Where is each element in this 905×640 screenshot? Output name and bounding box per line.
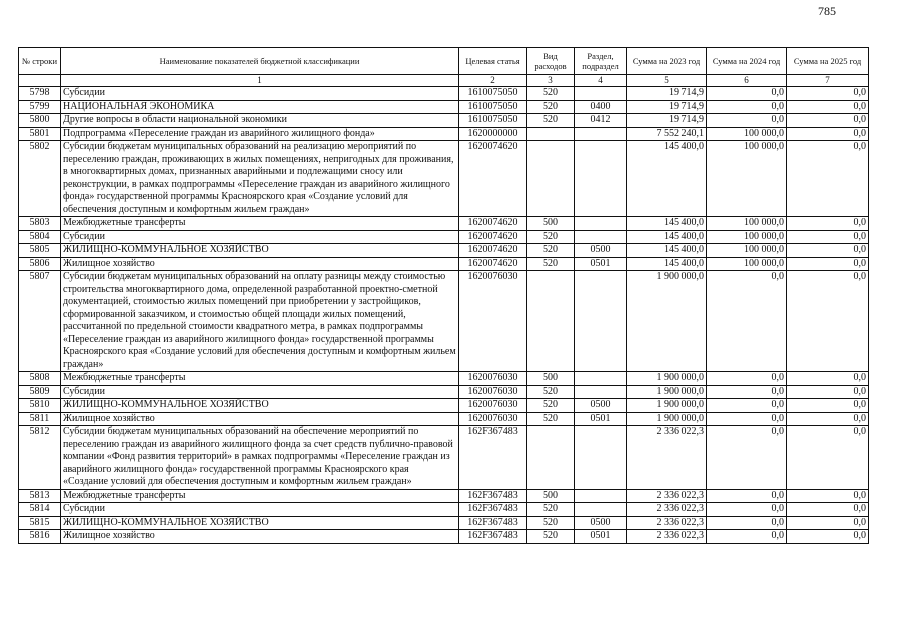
sum-2024-cell: 100 000,0 <box>707 230 787 244</box>
target-article-cell: 162F367483 <box>459 426 527 490</box>
expense-kind-cell: 520 <box>527 412 575 426</box>
sum-2024-cell: 100 000,0 <box>707 244 787 258</box>
row-number-cell: 5808 <box>19 372 61 386</box>
sum-2025-cell: 0,0 <box>787 127 869 141</box>
expense-kind-cell <box>527 426 575 490</box>
header-indicator-name: Наименование показателей бюджетной классификации <box>61 48 459 75</box>
sum-2025-cell: 0,0 <box>787 257 869 271</box>
sum-2025-cell: 0,0 <box>787 114 869 128</box>
expense-kind-cell <box>527 271 575 372</box>
column-number <box>19 75 61 87</box>
row-number-cell: 5816 <box>19 530 61 544</box>
sum-2023-cell: 19 714,9 <box>627 100 707 114</box>
expense-kind-cell <box>527 127 575 141</box>
target-article-cell: 1620074620 <box>459 244 527 258</box>
target-article-cell: 1620074620 <box>459 230 527 244</box>
sum-2024-cell: 0,0 <box>707 489 787 503</box>
sum-2024-cell: 0,0 <box>707 399 787 413</box>
indicator-name-cell: Межбюджетные трансферты <box>61 217 459 231</box>
column-number-row <box>19 75 869 87</box>
sum-2023-cell: 19 714,9 <box>627 87 707 101</box>
sum-2023-cell: 1 900 000,0 <box>627 271 707 372</box>
column-number: 6 <box>707 75 787 87</box>
target-article-cell: 162F367483 <box>459 516 527 530</box>
row-number-cell: 5802 <box>19 141 61 217</box>
section-cell: 0500 <box>575 244 627 258</box>
table-row <box>19 87 869 101</box>
table-row <box>19 412 869 426</box>
row-number-cell: 5813 <box>19 489 61 503</box>
row-number-cell: 5807 <box>19 271 61 372</box>
target-article-cell: 162F367483 <box>459 489 527 503</box>
row-number-cell: 5803 <box>19 217 61 231</box>
target-article-cell: 1610075050 <box>459 100 527 114</box>
sum-2024-cell: 0,0 <box>707 114 787 128</box>
table-row <box>19 127 869 141</box>
table-row <box>19 426 869 490</box>
indicator-name-cell: Межбюджетные трансферты <box>61 372 459 386</box>
header-section: Раздел, подраздел <box>575 48 627 75</box>
sum-2024-cell: 100 000,0 <box>707 257 787 271</box>
sum-2025-cell: 0,0 <box>787 271 869 372</box>
row-number-cell: 5814 <box>19 503 61 517</box>
expense-kind-cell <box>527 141 575 217</box>
sum-2023-cell: 145 400,0 <box>627 217 707 231</box>
section-cell: 0500 <box>575 516 627 530</box>
sum-2024-cell: 0,0 <box>707 426 787 490</box>
sum-2025-cell: 0,0 <box>787 141 869 217</box>
section-cell: 0501 <box>575 412 627 426</box>
expense-kind-cell: 520 <box>527 399 575 413</box>
expense-kind-cell: 520 <box>527 230 575 244</box>
expense-kind-cell: 520 <box>527 87 575 101</box>
section-cell <box>575 230 627 244</box>
table-row <box>19 230 869 244</box>
sum-2023-cell: 7 552 240,1 <box>627 127 707 141</box>
sum-2025-cell: 0,0 <box>787 503 869 517</box>
row-number-cell: 5801 <box>19 127 61 141</box>
target-article-cell: 1620076030 <box>459 399 527 413</box>
indicator-name-cell: Подпрограмма «Переселение граждан из аварийного жилищного фонда» <box>61 127 459 141</box>
header-row-number: № строки <box>19 48 61 75</box>
row-number-cell: 5809 <box>19 385 61 399</box>
sum-2024-cell: 100 000,0 <box>707 141 787 217</box>
table-row <box>19 141 869 217</box>
target-article-cell: 162F367483 <box>459 530 527 544</box>
column-number: 1 <box>61 75 459 87</box>
sum-2025-cell: 0,0 <box>787 530 869 544</box>
indicator-name-cell: Жилищное хозяйство <box>61 412 459 426</box>
sum-2025-cell: 0,0 <box>787 399 869 413</box>
column-number: 7 <box>787 75 869 87</box>
indicator-name-cell: Межбюджетные трансферты <box>61 489 459 503</box>
target-article-cell: 1620076030 <box>459 372 527 386</box>
section-cell: 0412 <box>575 114 627 128</box>
sum-2023-cell: 2 336 022,3 <box>627 503 707 517</box>
expense-kind-cell: 520 <box>527 503 575 517</box>
section-cell <box>575 141 627 217</box>
sum-2024-cell: 0,0 <box>707 412 787 426</box>
row-number-cell: 5800 <box>19 114 61 128</box>
sum-2023-cell: 19 714,9 <box>627 114 707 128</box>
sum-2025-cell: 0,0 <box>787 489 869 503</box>
sum-2024-cell: 0,0 <box>707 100 787 114</box>
sum-2024-cell: 100 000,0 <box>707 217 787 231</box>
header-sum-2025: Сумма на 2025 год <box>787 48 869 75</box>
sum-2023-cell: 1 900 000,0 <box>627 412 707 426</box>
sum-2024-cell: 0,0 <box>707 503 787 517</box>
page-number: 785 <box>818 4 836 18</box>
column-number: 3 <box>527 75 575 87</box>
sum-2023-cell: 2 336 022,3 <box>627 530 707 544</box>
table-body <box>19 87 869 544</box>
table-row <box>19 217 869 231</box>
sum-2024-cell: 0,0 <box>707 271 787 372</box>
row-number-cell: 5798 <box>19 87 61 101</box>
target-article-cell: 162F367483 <box>459 503 527 517</box>
expense-kind-cell: 520 <box>527 114 575 128</box>
row-number-cell: 5799 <box>19 100 61 114</box>
target-article-cell: 1620076030 <box>459 385 527 399</box>
target-article-cell: 1620076030 <box>459 271 527 372</box>
indicator-name-cell: Субсидии <box>61 230 459 244</box>
target-article-cell: 1620074620 <box>459 141 527 217</box>
sum-2025-cell: 0,0 <box>787 87 869 101</box>
indicator-name-cell: Другие вопросы в области национальной экономики <box>61 114 459 128</box>
section-cell: 0400 <box>575 100 627 114</box>
indicator-name-cell: Субсидии <box>61 503 459 517</box>
section-cell: 0501 <box>575 530 627 544</box>
column-number: 2 <box>459 75 527 87</box>
section-cell: 0500 <box>575 399 627 413</box>
expense-kind-cell: 520 <box>527 530 575 544</box>
sum-2025-cell: 0,0 <box>787 100 869 114</box>
section-cell <box>575 127 627 141</box>
table-row <box>19 516 869 530</box>
table-row <box>19 385 869 399</box>
section-cell <box>575 385 627 399</box>
indicator-name-cell: Субсидии бюджетам муниципальных образований на реализацию мероприятий по переселению граждан, проживающих в жилых помещениях, непригодных для проживания, в многоквартирных домах, признанных аварийными и подлежащими сносу или реконструкции, в рамках подпрограммы «Переселение граждан из аварийного жилищного фонда» государственной программы Красноярского края «Создание условий для обеспечения доступным и комфортным жильем граждан» <box>61 141 459 217</box>
section-cell: 0501 <box>575 257 627 271</box>
header-expense-kind: Вид расходов <box>527 48 575 75</box>
table-row <box>19 372 869 386</box>
indicator-name-cell: Жилищное хозяйство <box>61 257 459 271</box>
header-row <box>19 48 869 75</box>
sum-2025-cell: 0,0 <box>787 385 869 399</box>
target-article-cell: 1610075050 <box>459 114 527 128</box>
indicator-name-cell: НАЦИОНАЛЬНАЯ ЭКОНОМИКА <box>61 100 459 114</box>
sum-2025-cell: 0,0 <box>787 412 869 426</box>
row-number-cell: 5815 <box>19 516 61 530</box>
table-row <box>19 244 869 258</box>
indicator-name-cell: ЖИЛИЩНО-КОММУНАЛЬНОЕ ХОЗЯЙСТВО <box>61 244 459 258</box>
indicator-name-cell: Субсидии <box>61 385 459 399</box>
table-row <box>19 530 869 544</box>
sum-2025-cell: 0,0 <box>787 230 869 244</box>
sum-2025-cell: 0,0 <box>787 217 869 231</box>
row-number-cell: 5806 <box>19 257 61 271</box>
expense-kind-cell: 520 <box>527 257 575 271</box>
expense-kind-cell: 500 <box>527 372 575 386</box>
sum-2023-cell: 2 336 022,3 <box>627 516 707 530</box>
sum-2023-cell: 145 400,0 <box>627 257 707 271</box>
expense-kind-cell: 520 <box>527 516 575 530</box>
sum-2023-cell: 2 336 022,3 <box>627 489 707 503</box>
row-number-cell: 5810 <box>19 399 61 413</box>
sum-2024-cell: 100 000,0 <box>707 127 787 141</box>
table-row <box>19 271 869 372</box>
table-row <box>19 100 869 114</box>
indicator-name-cell: Субсидии <box>61 87 459 101</box>
sum-2024-cell: 0,0 <box>707 87 787 101</box>
section-cell <box>575 489 627 503</box>
indicator-name-cell: Субсидии бюджетам муниципальных образований на обеспечение мероприятий по переселению граждан из аварийного жилищного фонда за счет средств публично-правовой компании «Фонд развития территорий» в рамках подпрограммы «Переселение граждан из аварийного жилищного фонда» государственной программы Красноярского края «Создание условий для обеспечения доступным и комфортным жильем граждан» <box>61 426 459 490</box>
table-row <box>19 503 869 517</box>
section-cell <box>575 426 627 490</box>
header-sum-2023: Сумма на 2023 год <box>627 48 707 75</box>
sum-2024-cell: 0,0 <box>707 530 787 544</box>
row-number-cell: 5812 <box>19 426 61 490</box>
sum-2023-cell: 1 900 000,0 <box>627 372 707 386</box>
table-row <box>19 257 869 271</box>
header-target-article: Целевая статья <box>459 48 527 75</box>
column-number: 4 <box>575 75 627 87</box>
target-article-cell: 1620074620 <box>459 257 527 271</box>
header-sum-2024: Сумма на 2024 год <box>707 48 787 75</box>
target-article-cell: 1610075050 <box>459 87 527 101</box>
sum-2025-cell: 0,0 <box>787 426 869 490</box>
section-cell <box>575 87 627 101</box>
sum-2025-cell: 0,0 <box>787 516 869 530</box>
target-article-cell: 1620000000 <box>459 127 527 141</box>
table-row <box>19 114 869 128</box>
sum-2024-cell: 0,0 <box>707 516 787 530</box>
expense-kind-cell: 520 <box>527 244 575 258</box>
sum-2025-cell: 0,0 <box>787 372 869 386</box>
expense-kind-cell: 520 <box>527 385 575 399</box>
sum-2023-cell: 1 900 000,0 <box>627 399 707 413</box>
table-row <box>19 489 869 503</box>
indicator-name-cell: Субсидии бюджетам муниципальных образований на оплату разницы между стоимостью строительства многоквартирного дома, определенной разработанной проектно-сметной документацией, стоимостью жилых помещений при приобретении у застройщиков, сформированной заказчиком, и стоимостью общей площади жилых помещений, рассчитанной по предельной стоимости квадратного метра, в рамках подпрограммы «Переселение граждан из аварийного жилищного фонда» государственной программы Красноярского края «Создание условий для обеспечения доступным и комфортным жильем граждан» <box>61 271 459 372</box>
sum-2023-cell: 1 900 000,0 <box>627 385 707 399</box>
sum-2024-cell: 0,0 <box>707 372 787 386</box>
row-number-cell: 5811 <box>19 412 61 426</box>
expense-kind-cell: 520 <box>527 100 575 114</box>
target-article-cell: 1620074620 <box>459 217 527 231</box>
indicator-name-cell: ЖИЛИЩНО-КОММУНАЛЬНОЕ ХОЗЯЙСТВО <box>61 399 459 413</box>
section-cell <box>575 217 627 231</box>
section-cell <box>575 372 627 386</box>
target-article-cell: 1620076030 <box>459 412 527 426</box>
sum-2023-cell: 145 400,0 <box>627 141 707 217</box>
budget-table <box>18 47 869 544</box>
sum-2023-cell: 2 336 022,3 <box>627 426 707 490</box>
section-cell <box>575 271 627 372</box>
indicator-name-cell: Жилищное хозяйство <box>61 530 459 544</box>
sum-2025-cell: 0,0 <box>787 244 869 258</box>
sum-2023-cell: 145 400,0 <box>627 230 707 244</box>
row-number-cell: 5804 <box>19 230 61 244</box>
section-cell <box>575 503 627 517</box>
sum-2024-cell: 0,0 <box>707 385 787 399</box>
column-number: 5 <box>627 75 707 87</box>
table-row <box>19 399 869 413</box>
expense-kind-cell: 500 <box>527 489 575 503</box>
expense-kind-cell: 500 <box>527 217 575 231</box>
indicator-name-cell: ЖИЛИЩНО-КОММУНАЛЬНОЕ ХОЗЯЙСТВО <box>61 516 459 530</box>
sum-2023-cell: 145 400,0 <box>627 244 707 258</box>
row-number-cell: 5805 <box>19 244 61 258</box>
